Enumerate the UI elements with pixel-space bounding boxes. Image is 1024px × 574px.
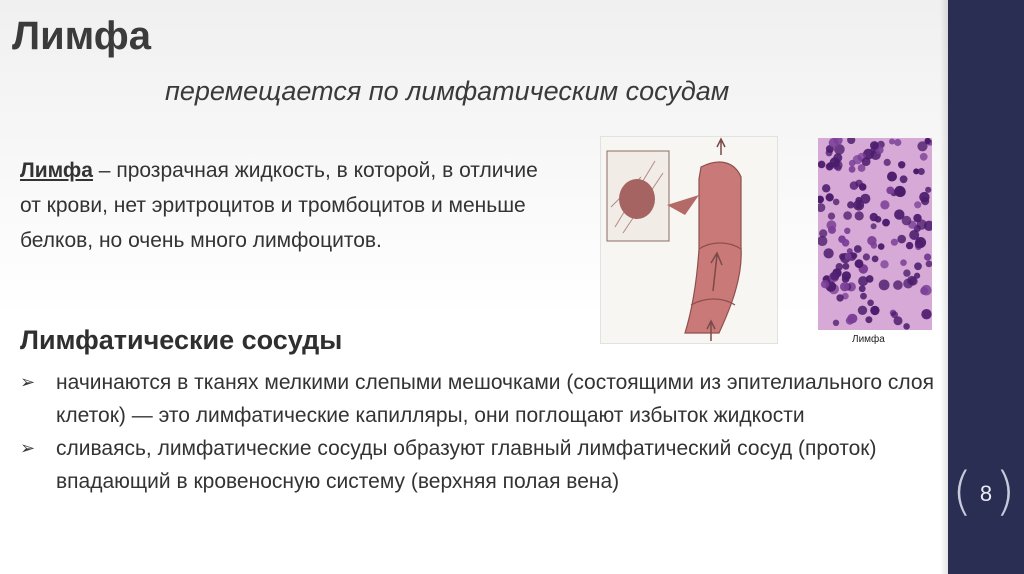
lymphocyte-cell [818,161,825,169]
intro-term: Лимфа [20,159,93,182]
lymphocyte-cell [822,184,830,192]
lymphocyte-cell [828,213,835,220]
lymphocyte-cell [849,166,856,173]
lymphocyte-cell [827,220,837,230]
lymphocyte-cell [855,211,864,220]
lymphocyte-cell [887,172,897,182]
lymphocyte-cell [921,285,932,296]
lymphocyte-cell [921,309,931,319]
lymphocyte-cell [870,306,879,315]
lymphocyte-cell [846,317,854,325]
lymphocyte-cell [891,311,898,318]
lymphocyte-cell [855,259,864,268]
lymphocyte-cell [909,230,919,240]
lymphocyte-cell [859,183,867,191]
lymphocyte-cell [920,153,928,161]
bullet-text: начинаются в тканях мелкими слепыми мешочками (состоящими из эпителиального слоя клеток) — это лимфатические капилляры, они поглощают избыток жидкости [56,371,934,427]
lymphocyte-cell [859,285,866,292]
lymphocyte-cell [860,293,867,300]
lymphocyte-cell [847,201,854,208]
lymphocyte-cell [918,168,925,175]
slide-subtitle: перемещается по лимфатическим сосудам [165,76,730,106]
lymphocyte-cell [889,139,895,145]
list-item [18,432,938,498]
lymphocyte-cell [919,192,929,202]
lymphocyte-cell [838,235,846,243]
lymphocyte-cell [826,193,834,201]
flow-arrow-up-icon [717,139,725,155]
capillary-sac-icon [619,179,655,219]
lymphocyte-cell [843,211,852,220]
lymphocyte-cell [925,187,931,193]
section-heading: Лимфатические сосуды [20,325,343,355]
slide-title: Лимфа [12,14,151,58]
lymph-vessel-icon [685,162,741,333]
bullet-text: сливаясь, лимфатические сосуды образуют главный лимфатический сосуд (проток) впадающий в кровеносную систему (верхняя полая вена) [56,437,877,493]
lymphocyte-cell [845,253,852,260]
lymphocyte-cell [880,260,888,268]
lymphocyte-cell [903,323,910,330]
lymphocyte-cell [900,175,908,183]
lymphocyte-cell [871,223,877,229]
lymphocyte-cell [824,248,834,258]
lymphocyte-cell [867,236,876,245]
lymphocyte-cell [819,229,827,237]
lymphocyte-cell [854,245,862,253]
lymphocyte-cell [858,306,867,315]
arrowhead-bullet-icon: ➢ [20,372,36,392]
lymphocyte-cell [865,316,872,323]
lymphocyte-cell [858,276,868,286]
lymphocyte-cell [924,254,931,261]
lymphocyte-cell [821,280,829,288]
lymphocyte-cell [843,263,850,270]
lymphocyte-cell [882,219,890,227]
lymphocyte-cell [836,294,843,301]
lymphocyte-cell [897,235,906,244]
lymphocyte-cell [900,259,907,266]
lymphocyte-cell [870,213,878,221]
lymph-vessel-illustration [601,137,777,343]
lymphocyte-cell [870,141,879,150]
lymphocyte-cell [833,199,840,206]
lymphocyte-cell [849,160,856,167]
lymphocyte-cell [903,279,913,289]
page-number-brace-right-icon: ) [995,462,1016,522]
lymphocyte-cell [894,209,904,219]
lymphocyte-cell [862,157,871,166]
lymphocyte-cell [840,282,849,291]
lymphocyte-cell [860,194,870,204]
lymphocyte-cell [893,280,903,290]
page-number-brace-left-icon: ( [952,462,973,522]
lymphocyte-cell [917,219,927,229]
lymphocyte-cell [830,272,839,281]
lymphocyte-cell [878,243,885,250]
lymphocyte-cell [867,300,874,307]
lymphocyte-cell [906,242,913,249]
lymph-micrograph-illustration [818,138,932,330]
micrograph-caption: Лимфа [852,334,885,345]
lymphocyte-cell [884,159,891,166]
arrowhead-bullet-icon: ➢ [20,438,36,458]
intro-paragraph [20,153,540,258]
intro-text: – прозрачная жидкость, в которой, в отличие от крови, нет эритроцитов и тромбоцитов и меньше белков, но очень много лимфоцитов. [20,159,538,252]
lymphocyte-cell [850,181,859,190]
lymphocyte-cell [826,149,833,156]
lymphocyte-cell [879,280,890,291]
lymphocyte-cell [836,263,843,270]
lymphocyte-cell [894,139,901,146]
lymphocyte-cell [894,186,905,197]
lymphocyte-cell [914,201,921,208]
lymphocyte-cell [839,253,846,260]
lymphocyte-cell [915,240,924,249]
lymphocyte-cell [880,200,889,209]
lymphocyte-cell [891,239,898,246]
sidebar-shadow [940,0,948,574]
lymphocyte-cell [903,269,910,276]
lymphocyte-cell [844,228,850,234]
list-item [18,366,938,432]
lymphocyte-cell [898,161,905,168]
lymphocyte-cell [914,262,922,270]
lymphocyte-cell [917,141,927,151]
lymphocyte-cell [863,253,870,260]
lymphocyte-cell [886,187,894,195]
bullet-list [18,366,938,498]
lymphocyte-cell [833,160,843,170]
lymph-vessel-diagram [600,136,778,344]
lymph-micrograph [818,138,932,330]
lymphocyte-cell [833,320,839,326]
lymphocyte-cell [829,138,839,148]
lymphocyte-cell [872,256,879,263]
lymphocyte-cell [842,271,851,280]
connector-wedge-icon [667,195,699,215]
page-number: 8 [979,481,993,506]
